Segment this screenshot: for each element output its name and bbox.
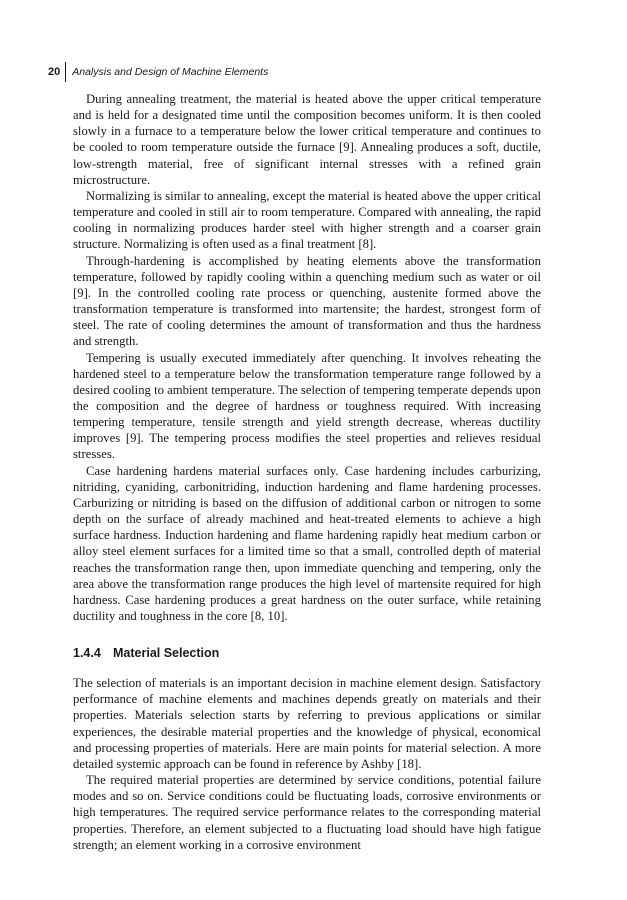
section-number: 1.4.4 <box>73 646 101 661</box>
running-title: Analysis and Design of Machine Elements <box>72 66 269 78</box>
paragraph-material-properties: The required material properties are determined by service conditions, potential failure modes and so on. Service conditions could be fluctuating loads, corrosive environments or high temperatures. The required service performance relates to the corresponding material properties. Therefore, an element subjected to a fluctuating load should have high fatigue strength; an element working in a corrosive environment <box>73 773 541 852</box>
paragraph-through-hardening: Through-hardening is accomplished by heating elements above the transformation temperature, followed by rapidly cooling within a quenching medium such as water or oil [9]. In the controlled cooling rate process or quenching, austenite formed above the transformation temperature is transformed into martensite; the hardest, strongest form of steel. The rate of cooling determines the amount of transformation and thus the hardness and strength. <box>73 253 541 349</box>
paragraph-normalizing: Normalizing is similar to annealing, except the material is heated above the upper critical temperature and cooled in still air to room temperature. Compared with annealing, the rapid cooling in normalizing produces harder steel with higher strength and a coarser grain structure. Normalizing is often used as a final treatment [8]. <box>73 188 541 252</box>
section-title: Material Selection <box>113 646 220 661</box>
paragraph-material-selection-intro: The selection of materials is an important decision in machine element design. Satisfactory performance of machine elements and machines depends greatly on materials and their properties. Materials selection starts by referring to previous applications or similar experiences, the desirable material properties and the knowledge of physical, economical and processing properties of materials. Here are main points for material selection. A more detailed systemic approach can be found in reference by Ashby [18]. <box>73 676 541 771</box>
section-heading <box>73 645 541 661</box>
header-divider <box>65 62 66 82</box>
page-header <box>48 62 268 82</box>
page-number: 20 <box>48 66 61 78</box>
paragraph-case-hardening: Case hardening hardens material surfaces only. Case hardening includes carburizing, nitriding, cyaniding, carbonitriding, induction hardening and flame hardening processes. Carburizing or nitriding is based on the diffusion of additional carbon or nitrogen to some depth on the surface of already machined and heat-treated elements to achieve a high surface hardness. Induction hardening and flame hardening rapidly heat medium carbon or alloy steel element surfaces for a limited time so that a small, controlled depth of material reaches the transformation range then, upon immediate quenching and tempering, only the area above the transformation range produces the high level of martensite required for high hardness. Case hardening produces a great hardness on the outer surface, while retaining ductility and toughness in the core [8, 10]. <box>73 463 541 623</box>
paragraph-annealing: During annealing treatment, the material is heated above the upper critical temperature and is held for a designated time until the composition becomes uniform. It is then cooled slowly in a furnace to a temperature below the lower critical temperature and continues to be cooled to room temperature outside the furnace [9]. Annealing produces a soft, ductile, low-strength material, free of significant internal stresses with a refined grain microstructure. <box>73 92 541 187</box>
body-text <box>73 91 541 853</box>
paragraph-tempering: Tempering is usually executed immediately after quenching. It involves reheating the hardened steel to a temperature below the transformation temperature range followed by a desired cooling to ambient temperature. The selection of tempering temperate depends upon the composition and the degree of hardness or toughness required. With increasing tempering temperature, tensile strength and yield strength decrease, whereas ductility improves [9]. The tempering process modifies the steel properties and relieves residual stresses. <box>73 350 541 462</box>
